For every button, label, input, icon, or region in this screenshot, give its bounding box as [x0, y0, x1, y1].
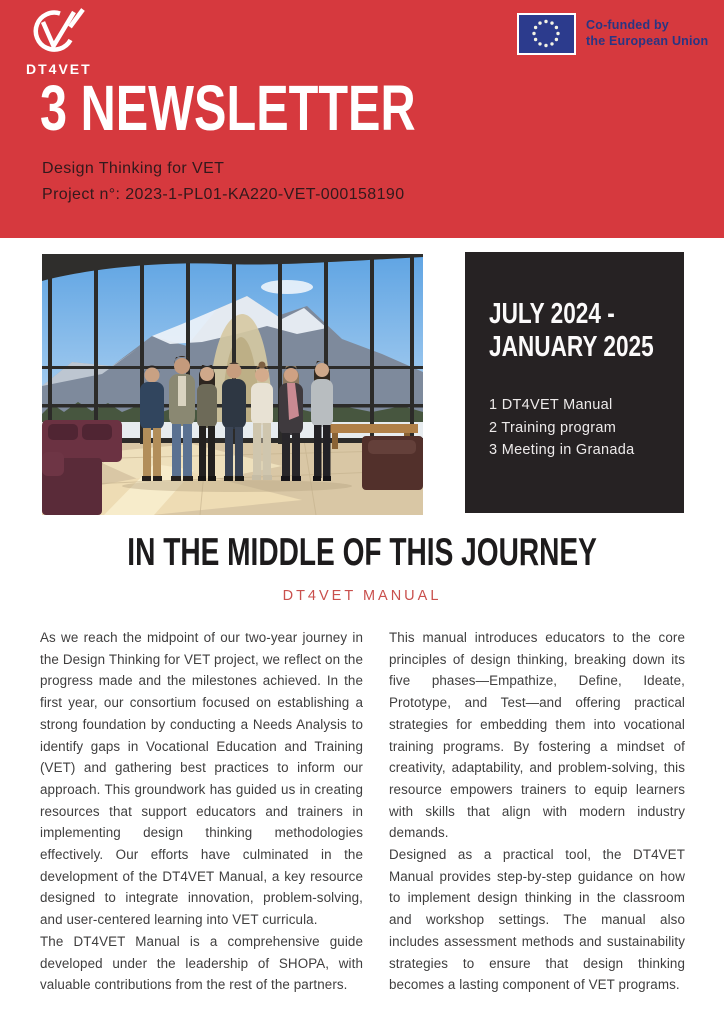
article-column-left: [40, 627, 363, 996]
team-photo-illustration: [42, 254, 423, 515]
left-paragraph-1: As we reach the midpoint of our two-year journey in the Design Thinking for VET project, we reflect on the progress made and the milestones achieved. In the first year, our consortium focused on establishing a strong foundation by conducting a Needs Analysis to identify gaps in Vocational Education and Training (VET) and gathering best practices to inform our approach. This groundwork has guided us in creating resources that support educators and trainers in implementing design thinking methodologies effectively. Our efforts have culminated in the development of the DT4VET Manual, a key resource designed to integrate innovation, problem-solving, and user-centered learning into VET curricula.: [40, 630, 363, 928]
section-subheading: DT4VET MANUAL: [282, 588, 442, 604]
section-heading: IN THE MIDDLE OF THIS JOURNEY: [127, 531, 597, 574]
agenda-item-1: 1 DT4VET Manual: [489, 397, 613, 413]
agenda-list: [489, 394, 668, 462]
article-columns: [40, 627, 685, 996]
brand-name: DT4VET: [26, 61, 92, 77]
project-number: Project n°: 2023-1-PL01-KA220-VET-000158190: [42, 186, 405, 203]
eu-cofunded-badge: [517, 13, 708, 55]
header-band: [0, 0, 724, 238]
article-column-right: [389, 627, 685, 996]
right-paragraph-1: This manual introduces educators to the core principles of design thinking, breaking down its five phases—Empathize, Define, Ideate, Prototype, and Test—and offering practical strategies for embedding them into vocational training programs. By fostering a mindset of creativity, adaptability, and problem-solving, this resource empowers trainers to equip learners with skills that align with modern industry demands.: [389, 630, 685, 841]
period-line1: JULY 2024 -: [489, 298, 615, 330]
eu-caption-line2: the European Union: [586, 34, 709, 48]
period-line2: JANUARY 2025: [489, 331, 654, 363]
agenda-item-2: 2 Training program: [489, 419, 617, 436]
eu-caption-line1: Co-funded by: [586, 18, 669, 32]
period-heading: [489, 298, 668, 364]
newsletter-title: 3 NEWSLETTER: [40, 72, 416, 144]
period-infobox: [465, 252, 684, 513]
dt4vet-logo-icon: [26, 8, 146, 58]
agenda-item-3: 3 Meeting in Granada: [489, 442, 635, 458]
dt4vet-logo: [26, 8, 146, 77]
left-paragraph-2: The DT4VET Manual is a comprehensive guide developed under the leadership of SHOPA, with valuable contributions from the rest of the partners.: [40, 933, 363, 993]
team-photo: [42, 254, 423, 515]
eu-flag-icon: [517, 13, 576, 55]
newsletter-subtitle: Design Thinking for VET: [42, 160, 225, 177]
eu-cofunded-caption: [586, 13, 708, 49]
right-paragraph-2: Designed as a practical tool, the DT4VET Manual provides step-by-step guidance on how to implement design thinking in the classroom and workshop settings. The manual also includes assessment methods and sustainability strategies to ensure that design thinking becomes a lasting component of VET programs.: [389, 847, 685, 993]
